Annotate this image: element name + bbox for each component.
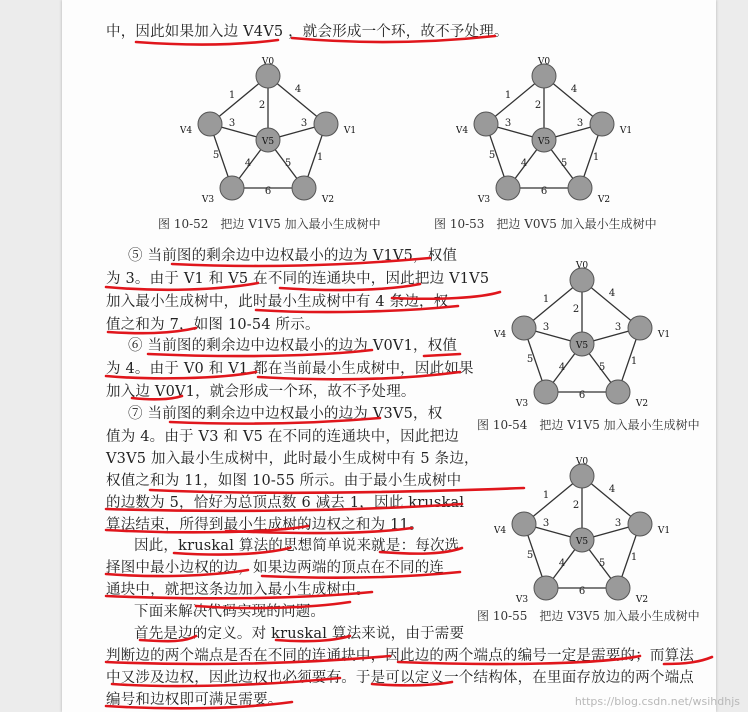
edge-weight: 3	[576, 118, 584, 129]
node-label: V4	[456, 126, 469, 136]
edge-weight: 4	[520, 158, 528, 169]
graph-node	[628, 316, 652, 340]
node-label: V3	[515, 399, 529, 409]
graph-node	[474, 112, 498, 136]
node-label: V2	[597, 195, 611, 205]
graph-node	[198, 112, 222, 136]
edge-weight: 4	[608, 484, 616, 495]
node-label: V0	[261, 57, 275, 67]
edge-weight: 1	[630, 356, 638, 367]
node-label: V1	[343, 126, 357, 136]
edge-weight: 4	[570, 84, 578, 95]
text-line: 加入最小生成树中，此时最小生成树中有 4 条边，权	[106, 294, 449, 310]
edge-weight: 5	[560, 158, 568, 169]
node-label: V3	[201, 195, 215, 205]
edge-weight: 1	[630, 552, 638, 563]
text-line: 判断边的两个端点是否在不同的连通块中，因此边的两个端点的编号一定是需要的；而算法	[106, 648, 694, 664]
figure-10-54	[494, 252, 674, 412]
edge-weight: 3	[504, 118, 512, 129]
node-label: V0	[575, 457, 589, 467]
text-line: 中，因此如果加入边 V4V5 ，就会形成一个环，故不予处理。	[106, 24, 509, 40]
graph-node	[606, 380, 630, 404]
graph-node	[628, 512, 652, 536]
text-line: 权值之和为 11，如图 10-55 所示。由于最小生成树中	[106, 473, 462, 489]
text-line: 因此，kruskal 算法的思想简单说来就是：每次选	[134, 538, 460, 554]
edge-weight: 2	[572, 500, 580, 511]
edge-weight: 3	[614, 322, 622, 333]
graph-node	[590, 112, 614, 136]
figure-10-52	[180, 48, 360, 208]
text-line: 中又涉及边权，因此边权也必须要有。于是可以定义一个结构体，在里面存放边的两个端点	[106, 670, 694, 686]
text-line: 值为 4。由于 V3 和 V5 在不同的连通块中，因此把边	[106, 429, 459, 445]
edge-weight: 6	[578, 390, 586, 401]
edge-weight: 3	[614, 518, 622, 529]
text-line: 下面来解决代码实现的问题。	[134, 604, 326, 620]
node-label: V0	[575, 261, 589, 271]
graph-node	[220, 176, 244, 200]
edge-weight: 4	[558, 362, 566, 373]
node-label: V4	[494, 330, 507, 340]
graph-node	[256, 64, 280, 88]
text-line: 加入边 V0V1，就会形成一个环，故不予处理。	[106, 384, 416, 400]
text-line: ⑦ 当前图的剩余边中边权最小的边为 V3V5，权	[128, 406, 443, 422]
watermark: https://blog.csdn.net/wsihdhjs	[574, 695, 740, 708]
edge-weight: 5	[488, 150, 496, 161]
text-line: 首先是边的定义。对 kruskal 算法来说，由于需要	[134, 626, 465, 642]
node-label: V2	[321, 195, 335, 205]
edge-weight: 6	[540, 186, 548, 197]
edge-weight: 2	[572, 304, 580, 315]
edge-weight: 5	[598, 558, 606, 569]
edge-weight: 4	[558, 558, 566, 569]
edge-weight: 6	[578, 586, 586, 597]
text-line: 为 4。由于 V0 和 V1 都在当前最小生成树中，因此如果	[106, 361, 474, 377]
figure-10-55	[494, 448, 674, 608]
node-label: V2	[635, 595, 649, 605]
graph-node	[496, 176, 520, 200]
node-label: V5	[537, 137, 551, 147]
node-label: V0	[537, 57, 551, 67]
figure-caption: 图 10-54 把边 V1V5 加入最小生成树中	[477, 418, 700, 432]
node-label: V1	[619, 126, 633, 136]
edge-weight: 3	[542, 322, 550, 333]
node-label: V4	[494, 526, 507, 536]
node-label: V3	[477, 195, 491, 205]
text-line: 值之和为 7，如图 10-54 所示。	[106, 317, 320, 333]
edge-weight: 2	[534, 100, 542, 111]
edge-weight: 4	[608, 288, 616, 299]
edge-weight: 2	[258, 100, 266, 111]
graph-node	[314, 112, 338, 136]
edge-weight: 5	[526, 550, 534, 561]
node-label: V5	[261, 137, 275, 147]
edge-weight: 5	[284, 158, 292, 169]
node-label: V2	[635, 399, 649, 409]
edge-weight: 4	[244, 158, 252, 169]
edge-weight: 6	[264, 186, 272, 197]
node-label: V5	[575, 537, 589, 547]
node-label: V1	[657, 330, 671, 340]
text-line: V3V5 加入最小生成树中，此时最小生成树中有 5 条边，	[106, 451, 479, 467]
text-line: 算法结束，所得到最小生成树的边权之和为 11。	[106, 517, 424, 533]
edge-weight: 1	[592, 152, 600, 163]
edge-weight: 5	[598, 362, 606, 373]
graph-node	[568, 176, 592, 200]
graph-node	[534, 380, 558, 404]
graph-node	[606, 576, 630, 600]
figure-10-53	[456, 48, 636, 208]
graph-node	[570, 464, 594, 488]
edge-weight: 4	[294, 84, 302, 95]
figure-caption: 图 10-52 把边 V1V5 加入最小生成树中	[158, 217, 381, 231]
edge-weight: 1	[504, 90, 512, 101]
graph-node	[292, 176, 316, 200]
edge-weight: 1	[228, 90, 236, 101]
text-line: ⑤ 当前图的剩余边中边权最小的边为 V1V5，权值	[128, 248, 458, 264]
node-label: V5	[575, 341, 589, 351]
node-label: V1	[657, 526, 671, 536]
edge-weight: 1	[542, 490, 550, 501]
figure-caption: 图 10-55 把边 V3V5 加入最小生成树中	[477, 609, 700, 623]
text-line: 通块中，就把这条边加入最小生成树中。	[106, 582, 371, 598]
figure-caption: 图 10-53 把边 V0V5 加入最小生成树中	[434, 217, 657, 231]
edge-weight: 1	[316, 152, 324, 163]
node-label: V3	[515, 595, 529, 605]
node-label: V4	[180, 126, 193, 136]
graph-node	[512, 512, 536, 536]
graph-node	[534, 576, 558, 600]
edge-weight: 5	[526, 354, 534, 365]
edge-weight: 3	[300, 118, 308, 129]
graph-node	[532, 64, 556, 88]
edge-weight: 1	[542, 294, 550, 305]
graph-node	[570, 268, 594, 292]
edge-weight: 3	[542, 518, 550, 529]
edge-weight: 5	[212, 150, 220, 161]
text-line: ⑥ 当前图的剩余边中边权最小的边为 V0V1，权值	[128, 338, 458, 354]
text-line: 为 3。由于 V1 和 V5 在不同的连通块中，因此把边 V1V5	[106, 271, 490, 287]
graph-node	[512, 316, 536, 340]
text-line: 择图中最小边权的边，如果边两端的顶点在不同的连	[106, 560, 445, 576]
text-line: 的边数为 5，恰好为总顶点数 6 减去 1，因此 kruskal	[106, 495, 465, 511]
edge-weight: 3	[228, 118, 236, 129]
text-line: 编号和边权即可满足需要。	[106, 692, 283, 708]
